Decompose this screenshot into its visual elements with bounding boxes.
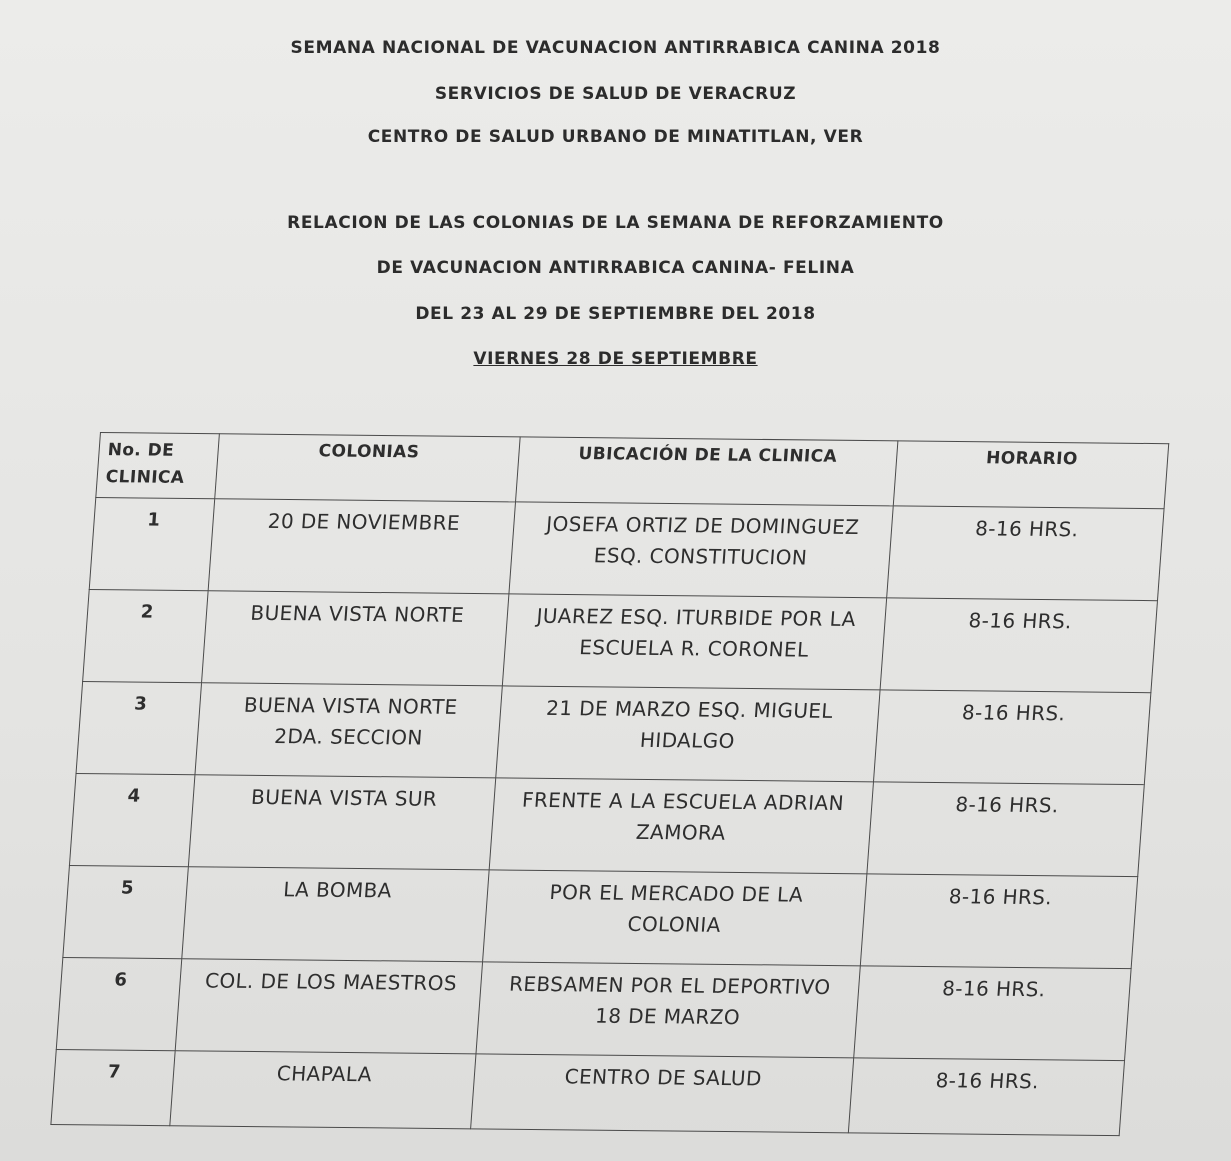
table-row xyxy=(89,498,1164,601)
ubicacion-line2: 18 DE MARZO xyxy=(594,1003,741,1030)
colonia-cell xyxy=(208,499,515,594)
table-row xyxy=(51,1049,1125,1135)
clinics-table xyxy=(50,432,1169,1136)
ubicacion-cell xyxy=(490,778,873,874)
header-colonias: COLONIAS xyxy=(215,434,520,502)
clinic-number: 2 xyxy=(83,589,209,682)
colonia-line1: COL. DE LOS MAESTROS xyxy=(204,968,458,996)
ubicacion-line2: HIDALGO xyxy=(639,727,736,753)
ubicacion-line2: ESCUELA R. CORONEL xyxy=(578,635,810,662)
colonia-cell xyxy=(170,1051,476,1129)
horario-cell: 8-16 HRS. xyxy=(860,874,1138,969)
horario-cell: 8-16 HRS. xyxy=(848,1058,1125,1136)
horario-cell: 8-16 HRS. xyxy=(873,690,1151,785)
ubicacion-cell xyxy=(471,1054,853,1133)
colonia-line1: BUENA VISTA NORTE xyxy=(249,600,466,627)
horario-cell: 8-16 HRS. xyxy=(880,598,1158,693)
ubicacion-line1: JUAREZ ESQ. ITURBIDE POR LA xyxy=(535,603,857,632)
clinic-number: 4 xyxy=(69,773,195,866)
colonia-line1: 20 DE NOVIEMBRE xyxy=(267,508,461,535)
table-header-row xyxy=(96,433,1169,509)
ubicacion-cell xyxy=(476,962,859,1058)
clinic-number: 7 xyxy=(51,1049,176,1125)
horario-cell: 8-16 HRS. xyxy=(886,506,1164,601)
ubicacion-line1: 21 DE MARZO ESQ. MIGUEL xyxy=(545,695,834,723)
header-clinic-number-line1: No. DE xyxy=(106,440,175,461)
ubicacion-cell xyxy=(509,502,892,598)
colonia-cell xyxy=(202,591,509,686)
colonia-line1: BUENA VISTA SUR xyxy=(250,784,439,811)
table-row xyxy=(63,865,1138,968)
table-row xyxy=(83,589,1158,692)
colonia-line1: BUENA VISTA NORTE xyxy=(243,692,459,719)
list-title-line2: DE VACUNACION ANTIRRABICA CANINA- FELINA xyxy=(376,258,855,278)
table-row xyxy=(56,957,1131,1060)
ubicacion-line1: JOSEFA ORTIZ DE DOMINGUEZ xyxy=(545,511,861,540)
colonia-line1: CHAPALA xyxy=(275,1061,373,1087)
header-horario: HORARIO xyxy=(893,441,1169,509)
ubicacion-line1: FRENTE A LA ESCUELA ADRIAN xyxy=(521,787,845,816)
agency-name: SERVICIOS DE SALUD DE VERACRUZ xyxy=(434,84,797,104)
ubicacion-line1: CENTRO DE SALUD xyxy=(563,1064,763,1091)
list-title-line1: RELACION DE LAS COLONIAS DE LA SEMANA DE REFORZAMIENTO xyxy=(287,213,944,233)
colonia-cell xyxy=(195,683,502,778)
ubicacion-line2: ESQ. CONSTITUCION xyxy=(593,543,809,570)
header-ubicacion: UBICACIÓN DE LA CLINICA xyxy=(516,437,897,506)
clinic-number: 1 xyxy=(89,498,215,591)
header-clinic-number-line2: CLINICA xyxy=(105,467,186,488)
document-title: SEMANA NACIONAL DE VACUNACION ANTIRRABICA CANINA 2018 xyxy=(290,38,941,58)
table-row xyxy=(69,773,1144,876)
day-heading: VIERNES 28 DE SEPTIEMBRE xyxy=(473,349,758,369)
colonia-cell xyxy=(189,775,496,870)
colonia-cell xyxy=(176,959,483,1054)
clinic-number: 5 xyxy=(63,865,189,958)
clinic-number: 6 xyxy=(56,957,182,1050)
horario-cell: 8-16 HRS. xyxy=(866,782,1144,877)
ubicacion-cell xyxy=(503,594,886,690)
ubicacion-line1: REBSAMEN POR EL DEPORTIVO xyxy=(508,971,832,1000)
day-heading-wrapper xyxy=(0,349,1231,369)
horario-cell: 8-16 HRS. xyxy=(853,966,1131,1061)
table-row xyxy=(76,681,1151,784)
ubicacion-cell xyxy=(496,686,879,782)
ubicacion-cell xyxy=(483,870,866,966)
colonia-cell xyxy=(182,867,489,962)
ubicacion-line2: ZAMORA xyxy=(635,819,727,845)
colonia-line1: LA BOMBA xyxy=(282,877,393,903)
health-center-name: CENTRO DE SALUD URBANO DE MINATITLAN, VER xyxy=(367,127,864,147)
ubicacion-line1: POR EL MERCADO DE LA xyxy=(548,880,805,907)
clinic-number: 3 xyxy=(76,681,202,774)
date-range: DEL 23 AL 29 DE SEPTIEMBRE DEL 2018 xyxy=(415,304,816,324)
header-clinic-number xyxy=(96,433,220,499)
ubicacion-line2: COLONIA xyxy=(626,911,722,937)
colonia-line2: 2DA. SECCION xyxy=(273,724,424,750)
